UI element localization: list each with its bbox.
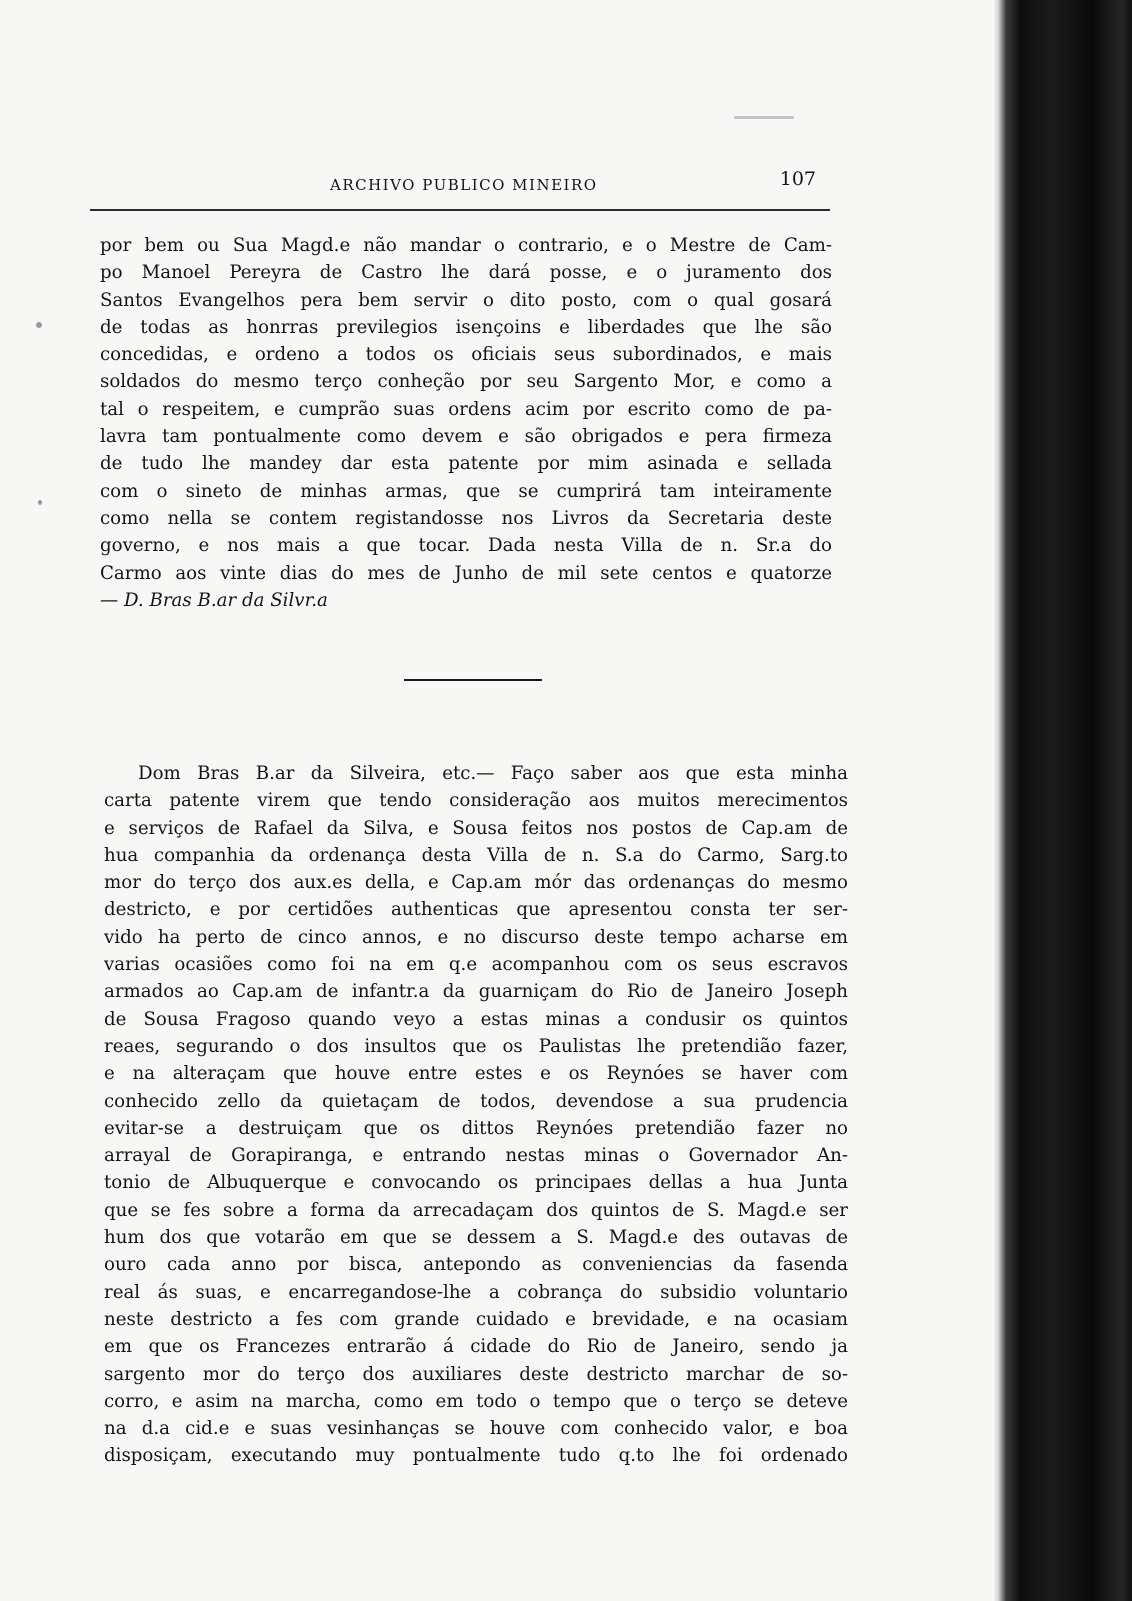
text-line: neste destricto a fes com grande cuidado e brevidade, e na ocasiam bbox=[104, 1308, 848, 1330]
page-number: 107 bbox=[779, 168, 816, 190]
section-divider bbox=[404, 679, 542, 681]
scan-speck bbox=[36, 322, 42, 328]
text-line: destricto, e por certidões authenticas que apresentou consta ter ser- bbox=[104, 899, 848, 921]
text-line: tonio de Albuquerque e convocando os principaes dellas a hua Junta bbox=[104, 1172, 848, 1194]
signature-line: — D. Bras B.ar da Silvr.a bbox=[100, 589, 328, 611]
running-title: ARCHIVO PUBLICO MINEIRO bbox=[330, 176, 598, 194]
text-line: arrayal de Gorapiranga, e entrando nestas minas o Governador An- bbox=[104, 1145, 848, 1167]
binding-edge bbox=[992, 0, 1132, 1601]
text-line: Santos Evangelhos pera bem servir o dito posto, com o qual gosará bbox=[100, 289, 832, 311]
text-line: que se fes sobre a forma da arrecadaçam dos quintos de S. Magd.e ser bbox=[104, 1199, 848, 1221]
text-line: conhecido zello da quietaçam de todos, devendose a sua prudencia bbox=[104, 1090, 848, 1112]
text-line: governo, e nos mais a que tocar. Dada nesta Villa de n. Sr.a do bbox=[100, 535, 832, 557]
scan-speck bbox=[734, 116, 794, 119]
text-line: Dom Bras B.ar da Silveira, etc.— Faço saber aos que esta minha bbox=[138, 763, 848, 784]
running-head bbox=[90, 168, 830, 198]
text-line: corro, e asim na marcha, como em todo o tempo que o terço se deteve bbox=[104, 1390, 848, 1412]
text-line: como nella se contem registandosse nos Livros da Secretaria deste bbox=[100, 507, 832, 529]
header-rule bbox=[90, 209, 830, 211]
text-line: armados ao Cap.am de infantr.a da guarniçam do Rio de Janeiro Joseph bbox=[104, 981, 848, 1003]
paragraph-1 bbox=[100, 232, 832, 614]
text-line: disposiçam, executando muy pontualmente tudo q.to lhe foi ordenado bbox=[104, 1445, 848, 1467]
text-line: soldados do mesmo terço conheção por seu Sargento Mor, e como a bbox=[100, 371, 832, 393]
text-line: concedidas, e ordeno a todos os oficiais seus subordinados, e mais bbox=[100, 344, 832, 366]
text-line: na d.a cid.e e suas vesinhanças se houve com conhecido valor, e boa bbox=[104, 1418, 848, 1440]
text-line: reaes, segurando o dos insultos que os Paulistas lhe pretendião fazer, bbox=[104, 1035, 848, 1057]
text-line: e na alteraçam que houve entre estes e os Reynóes se haver com bbox=[104, 1063, 848, 1085]
text-line: hum dos que votarão em que se dessem a S. Magd.e des outavas de bbox=[104, 1227, 848, 1249]
paragraph-2 bbox=[104, 760, 848, 1470]
text-line: po Manoel Pereyra de Castro lhe dará posse, e o juramento dos bbox=[100, 262, 832, 284]
text-line: real ás suas, e encarregandose-lhe a cobrança do subsidio voluntario bbox=[104, 1281, 848, 1303]
text-line: vido ha perto de cinco annos, e no discurso deste tempo acharse em bbox=[104, 926, 848, 948]
text-line: tal o respeitem, e cumprão suas ordens acim por escrito como de pa- bbox=[100, 398, 832, 420]
text-line: ouro cada anno por bisca, antepondo as conveniencias da fasenda bbox=[104, 1254, 848, 1276]
scan-speck bbox=[38, 500, 42, 505]
text-line: e serviços de Rafael da Silva, e Sousa feitos nos postos de Cap.am de bbox=[104, 817, 848, 839]
text-line: Carmo aos vinte dias do mes de Junho de mil sete centos e quatorze bbox=[100, 562, 832, 584]
text-line: com o sineto de minhas armas, que se cumprirá tam inteiramente bbox=[100, 480, 832, 502]
text-line: de tudo lhe mandey dar esta patente por mim asinada e sellada bbox=[100, 453, 832, 475]
text-line: de Sousa Fragoso quando veyo a estas minas a condusir os quintos bbox=[104, 1008, 848, 1030]
text-line: varias ocasiões como foi na em q.e acompanhou com os seus escravos bbox=[104, 954, 848, 976]
text-line: sargento mor do terço dos auxiliares deste destricto marchar de so- bbox=[104, 1363, 848, 1385]
text-line: lavra tam pontualmente como devem e são obrigados e pera firmeza bbox=[100, 426, 832, 448]
text-line: por bem ou Sua Magd.e não mandar o contrario, e o Mestre de Cam- bbox=[100, 235, 832, 256]
text-line: evitar-se a destruiçam que os dittos Reynóes pretendião fazer no bbox=[104, 1117, 848, 1139]
text-line: carta patente virem que tendo consideração aos muitos merecimentos bbox=[104, 790, 848, 812]
text-line: em que os Francezes entrarão á cidade do Rio de Janeiro, sendo ja bbox=[104, 1336, 848, 1358]
text-line: de todas as honrras previlegios isençoins e liberdades que lhe são bbox=[100, 316, 832, 338]
text-line: mor do terço dos aux.es della, e Cap.am mór das ordenanças do mesmo bbox=[104, 872, 848, 894]
text-line: hua companhia da ordenança desta Villa de n. S.a do Carmo, Sarg.to bbox=[104, 844, 848, 866]
